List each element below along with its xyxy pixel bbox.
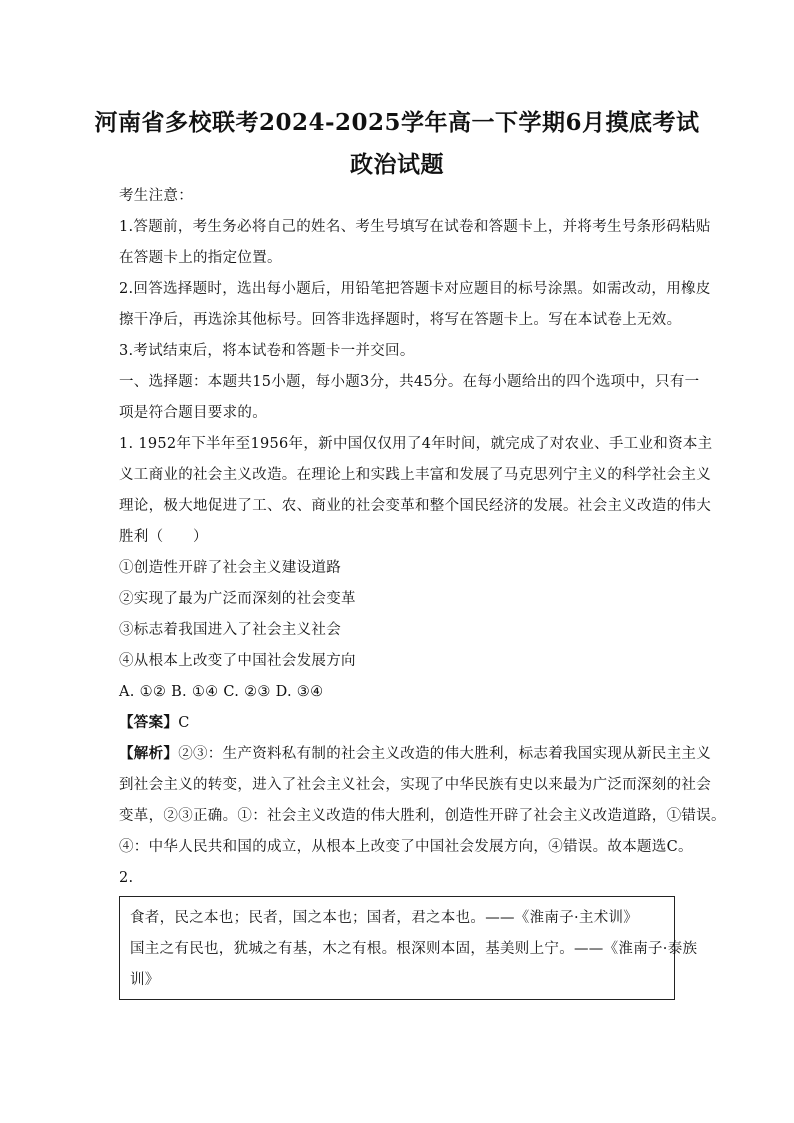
notice-heading: 考生注意： <box>119 188 193 204</box>
notice-line: 在答题卡上的指定位置。 <box>119 250 282 266</box>
q1-stem-line: 1. 1952年下半年至1956年，新中国仅仅用了4年时间，就完成了对农业、手工业和资本主 <box>119 436 713 452</box>
quote-line: 国主之有民也，犹城之有基，木之有根。根深则本固，基美则上宁。——《淮南子·泰族 <box>130 941 698 957</box>
q1-statement: ②实现了最为广泛而深刻的社会变革 <box>119 591 356 607</box>
analysis-label: 【解析】 <box>119 745 179 762</box>
quote-line: 食者，民之本也；民者，国之本也；国者，君之本也。——《淮南子·主术训》 <box>130 910 639 926</box>
notice-line: 擦干净后，再选涂其他标号。回答非选择题时，将写在答题卡上。写在本试卷上无效。 <box>119 312 682 328</box>
q1-stem-line: 理论，极大地促进了工、农、商业的社会变革和整个国民经济的发展。社会主义改造的伟大 <box>119 498 711 514</box>
answer-label: 【答案】 <box>119 714 179 731</box>
q2-number: 2. <box>119 870 134 886</box>
q1-analysis-line <box>119 744 711 764</box>
section-heading: 一、选择题：本题共15小题，每小题3分，共45分。在每小题给出的四个选项中，只有一 <box>119 374 700 390</box>
q1-options: A. ①② B. ①④ C. ②③ D. ③④ <box>119 684 324 700</box>
analysis-text: ②③：生产资料私有制的社会主义改造的伟大胜利，标志着我国实现从新民主主义 <box>178 746 711 762</box>
notice-line: 1.答题前，考生务必将自己的姓名、考生号填写在试卷和答题卡上，并将考生号条形码粘贴 <box>119 219 711 235</box>
q1-analysis-line: 到社会主义的转变，进入了社会主义社会，实现了中华民族有史以来最为广泛而深刻的社会 <box>119 777 711 793</box>
answer-value: C <box>178 715 190 731</box>
q1-statement: ③标志着我国进入了社会主义社会 <box>119 622 341 638</box>
exam-title: 河南省多校联考2024-2025学年高一下学期6月摸底考试 <box>94 109 700 136</box>
q1-statement: ①创造性开辟了社会主义建设道路 <box>119 560 341 576</box>
q1-answer <box>119 713 679 733</box>
q1-analysis-line: 变革，②③正确。①：社会主义改造的伟大胜利，创造性开辟了社会主义改造道路，①错误。 <box>119 808 726 824</box>
q1-stem-line: 胜利（ ） <box>119 529 208 545</box>
q1-stem-line: 义工商业的社会主义改造。在理论上和实践上丰富和发展了马克思列宁主义的科学社会主义 <box>119 467 711 483</box>
notice-line: 3.考试结束后，将本试卷和答题卡一并交回。 <box>119 343 415 359</box>
q1-analysis-line: ④：中华人民共和国的成立，从根本上改变了中国社会发展方向，④错误。故本题选C。 <box>119 839 693 855</box>
quote-line: 训》 <box>130 972 160 988</box>
q1-statement: ④从根本上改变了中国社会发展方向 <box>119 653 356 669</box>
exam-subtitle: 政治试题 <box>350 151 444 178</box>
notice-line: 2.回答选择题时，选出每小题后，用铅笔把答题卡对应题目的标号涂黑。如需改动，用橡皮 <box>119 281 711 297</box>
q2-quote-box <box>119 896 698 1000</box>
section-heading-cont: 项是符合题目要求的。 <box>119 405 267 421</box>
